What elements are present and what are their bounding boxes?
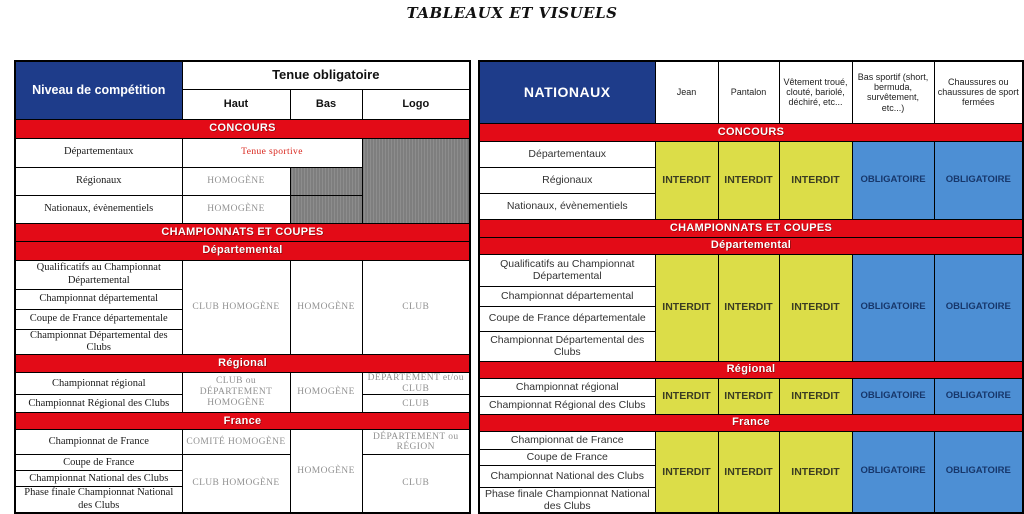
hatched-cell	[290, 195, 362, 223]
section-banner-france: France	[15, 413, 470, 430]
obligatoire-cell: OBLIGATOIRE	[852, 254, 934, 361]
row-label: Régionaux	[479, 167, 655, 193]
interdit-cell: INTERDIT	[655, 378, 718, 414]
value-cell: HOMOGÈNE	[182, 195, 290, 223]
right-table-nationaux	[478, 60, 1024, 514]
interdit-cell: INTERDIT	[655, 141, 718, 219]
value-cell: HOMOGÈNE	[290, 372, 362, 413]
row-label: Championnat Régional des Clubs	[479, 396, 655, 414]
obligatoire-cell: OBLIGATOIRE	[852, 141, 934, 219]
interdit-cell: INTERDIT	[718, 141, 779, 219]
obligatoire-cell: OBLIGATOIRE	[852, 378, 934, 414]
value-cell: HOMOGÈNE	[290, 260, 362, 354]
value-cell: CLUB	[362, 260, 470, 354]
column-header-pantalon: Pantalon	[718, 61, 779, 123]
section-banner-france: France	[479, 414, 1023, 431]
obligatoire-cell: OBLIGATOIRE	[934, 254, 1023, 361]
row-label: Championnat régional	[15, 372, 182, 395]
hatched-cell	[290, 167, 362, 195]
value-cell: COMITÉ HOMOGÈNE	[182, 430, 290, 455]
column-header-vetement-troue: Vêtement troué, clouté, bariolé, déchiré, etc...	[779, 61, 852, 123]
column-header-jean: Jean	[655, 61, 718, 123]
tenue-obligatoire-header: Tenue obligatoire	[182, 61, 470, 89]
column-header-chaussures: Chaussures ou chaussures de sport fermées	[934, 61, 1023, 123]
row-label: Nationaux, évènementiels	[15, 195, 182, 223]
column-header-bas-sportif: Bas sportif (short, bermuda, survêtement, etc...)	[852, 61, 934, 123]
interdit-cell: INTERDIT	[779, 378, 852, 414]
value-cell: HOMOGÈNE	[290, 430, 362, 513]
value-cell: DÉPARTEMENT et/ou CLUB	[362, 372, 470, 395]
value-cell: HOMOGÈNE	[182, 167, 290, 195]
section-banner-regional: Régional	[15, 354, 470, 372]
interdit-cell: INTERDIT	[779, 254, 852, 361]
row-label: Championnat régional	[479, 378, 655, 396]
row-label: Championnat Départemental des Clubs	[479, 331, 655, 361]
row-label: Phase finale Championnat National des Clubs	[479, 487, 655, 513]
row-label: Championnat de France	[479, 431, 655, 449]
section-banner-championnats: CHAMPIONNATS ET COUPES	[479, 219, 1023, 237]
row-label: Championnat de France	[15, 430, 182, 455]
right-corner-header: NATIONAUX	[479, 61, 655, 123]
value-cell: CLUB HOMOGÈNE	[182, 260, 290, 354]
value-cell: CLUB ou DÉPARTEMENT HOMOGÈNE	[182, 372, 290, 413]
interdit-cell: INTERDIT	[718, 378, 779, 414]
row-label: Championnat Départemental des Clubs	[15, 329, 182, 354]
row-label: Coupe de France départementale	[479, 306, 655, 331]
obligatoire-cell: OBLIGATOIRE	[934, 141, 1023, 219]
column-header-bas: Bas	[290, 89, 362, 119]
obligatoire-cell: OBLIGATOIRE	[852, 431, 934, 513]
page-title: TABLEAUX ET VISUELS	[406, 4, 618, 22]
interdit-cell: INTERDIT	[718, 431, 779, 513]
value-cell-tenue-sportive: Tenue sportive	[182, 138, 362, 167]
row-label: Coupe de France	[15, 455, 182, 471]
left-corner-header: Niveau de compétition	[15, 61, 182, 119]
row-label: Championnat Régional des Clubs	[15, 395, 182, 413]
interdit-cell: INTERDIT	[655, 254, 718, 361]
section-banner-concours: CONCOURS	[15, 119, 470, 138]
left-table-tenue-obligatoire	[14, 60, 471, 514]
row-label: Championnat National des Clubs	[479, 465, 655, 487]
section-banner-concours: CONCOURS	[479, 123, 1023, 141]
hatched-cell	[362, 138, 470, 223]
section-banner-departemental: Départemental	[479, 237, 1023, 254]
row-label: Championnat départemental	[479, 286, 655, 306]
row-label: Championnat National des Clubs	[15, 471, 182, 487]
row-label: Phase finale Championnat National des Clubs	[15, 487, 182, 513]
value-cell: DÉPARTEMENT ou RÉGION	[362, 430, 470, 455]
section-banner-regional: Régional	[479, 361, 1023, 378]
interdit-cell: INTERDIT	[718, 254, 779, 361]
value-cell: CLUB	[362, 455, 470, 513]
interdit-cell: INTERDIT	[779, 141, 852, 219]
interdit-cell: INTERDIT	[779, 431, 852, 513]
row-label: Coupe de France	[479, 449, 655, 465]
section-banner-championnats: CHAMPIONNATS ET COUPES	[15, 223, 470, 241]
column-header-haut: Haut	[182, 89, 290, 119]
value-cell: CLUB	[362, 395, 470, 413]
obligatoire-cell: OBLIGATOIRE	[934, 378, 1023, 414]
section-banner-departemental: Départemental	[15, 241, 470, 260]
value-cell: CLUB HOMOGÈNE	[182, 455, 290, 513]
row-label: Qualificatifs au Championnat Départemental	[479, 254, 655, 286]
column-header-logo: Logo	[362, 89, 470, 119]
row-label: Nationaux, évènementiels	[479, 193, 655, 219]
row-label: Départementaux	[15, 138, 182, 167]
obligatoire-cell: OBLIGATOIRE	[934, 431, 1023, 513]
interdit-cell: INTERDIT	[655, 431, 718, 513]
row-label: Championnat départemental	[15, 289, 182, 309]
row-label: Coupe de France départementale	[15, 309, 182, 329]
row-label: Départementaux	[479, 141, 655, 167]
row-label: Régionaux	[15, 167, 182, 195]
row-label: Qualificatifs au Championnat Départemental	[15, 260, 182, 289]
